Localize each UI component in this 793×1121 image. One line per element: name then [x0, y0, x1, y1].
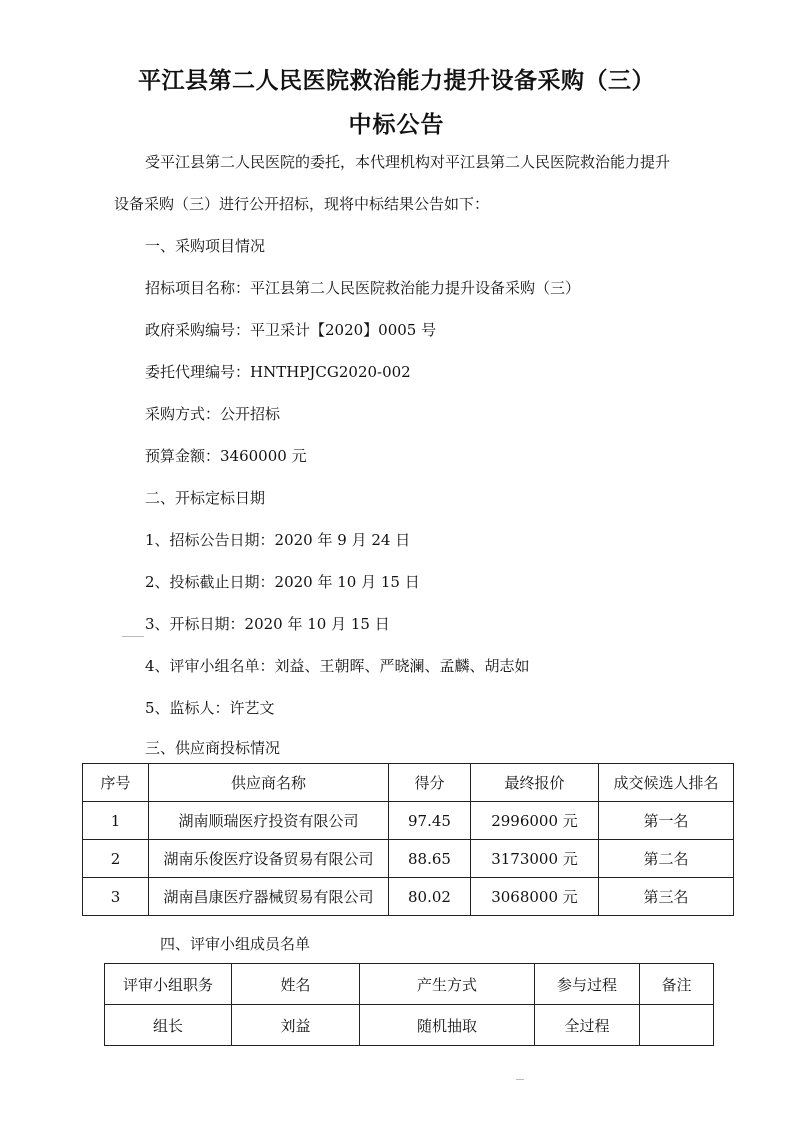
header-cell: 备注 — [640, 964, 714, 1005]
cell-score: 97.45 — [389, 802, 471, 840]
cell-participation: 全过程 — [535, 1005, 640, 1046]
document-subtitle: 中标公告 — [348, 112, 445, 138]
document-title: 平江县第二人民医院救治能力提升设备采购（三） — [138, 68, 655, 94]
cell-supplier: 湖南乐俊医疗设备贸易有限公司 — [149, 840, 389, 878]
cell-rank: 第二名 — [599, 840, 734, 878]
budget-amount: 预算金额：3460000 元 — [145, 447, 307, 465]
header-cell: 参与过程 — [535, 964, 640, 1005]
review-panel-list: 4、评审小组名单：刘益、王朝晖、严晓澜、孟麟、胡志如 — [145, 657, 530, 675]
date-item: 1、招标公告日期：2020 年 9 月 24 日 — [145, 531, 411, 549]
cell-price: 3068000 元 — [471, 878, 599, 916]
date-item: 2、投标截止日期：2020 年 10 月 15 日 — [145, 573, 420, 591]
cell-rank: 第三名 — [599, 878, 734, 916]
review-panel-table — [104, 963, 714, 1046]
header-cell: 产生方式 — [360, 964, 535, 1005]
cell-index: 3 — [83, 878, 149, 916]
section-2-heading: 二、开标定标日期 — [145, 489, 266, 507]
project-name: 招标项目名称：平江县第二人民医院救治能力提升设备采购（三） — [145, 279, 581, 297]
table-row — [105, 1005, 714, 1046]
cell-supplier: 湖南昌康医疗器械贸易有限公司 — [149, 878, 389, 916]
header-cell: 成交候选人排名 — [599, 764, 734, 802]
cell-selection-method: 随机抽取 — [360, 1005, 535, 1046]
cell-role: 组长 — [105, 1005, 232, 1046]
header-cell: 序号 — [83, 764, 149, 802]
cell-price: 2996000 元 — [471, 802, 599, 840]
procurement-method: 采购方式：公开招标 — [145, 405, 281, 423]
bid-results-table — [82, 763, 734, 916]
cell-index: 1 — [83, 802, 149, 840]
cell-score: 80.02 — [389, 878, 471, 916]
header-cell: 供应商名称 — [149, 764, 389, 802]
agent-code: 委托代理编号：HNTHPJCG2020-002 — [145, 363, 411, 381]
intro-line-1: 受平江县第二人民医院的委托，本代理机构对平江县第二人民医院救治能力提升 — [145, 153, 671, 171]
header-cell: 得分 — [389, 764, 471, 802]
table-row — [83, 802, 734, 840]
table-row — [83, 878, 734, 916]
cell-score: 88.65 — [389, 840, 471, 878]
gov-procurement-code: 政府采购编号：平卫采计【2020】0005 号 — [145, 321, 437, 339]
supervisor: 5、监标人：许艺文 — [145, 699, 275, 717]
intro-line-2: 设备采购（三）进行公开招标，现将中标结果公告如下： — [114, 195, 490, 213]
date-item: 3、开标日期：2020 年 10 月 15 日 — [145, 615, 390, 633]
header-cell: 最终报价 — [471, 764, 599, 802]
cell-price: 3173000 元 — [471, 840, 599, 878]
header-cell: 评审小组职务 — [105, 964, 232, 1005]
section-3-heading: 三、供应商投标情况 — [145, 739, 281, 757]
cell-rank: 第一名 — [599, 802, 734, 840]
section-4-heading: 四、评审小组成员名单 — [160, 935, 311, 953]
scan-artifact — [516, 1079, 524, 1080]
cell-remarks — [640, 1005, 714, 1046]
cell-supplier: 湖南顺瑞医疗投资有限公司 — [149, 802, 389, 840]
scan-artifact — [122, 636, 144, 637]
section-1-heading: 一、采购项目情况 — [145, 237, 266, 255]
table-header-row — [105, 964, 714, 1005]
cell-index: 2 — [83, 840, 149, 878]
header-cell: 姓名 — [232, 964, 360, 1005]
cell-name: 刘益 — [232, 1005, 360, 1046]
table-header-row — [83, 764, 734, 802]
table-row — [83, 840, 734, 878]
